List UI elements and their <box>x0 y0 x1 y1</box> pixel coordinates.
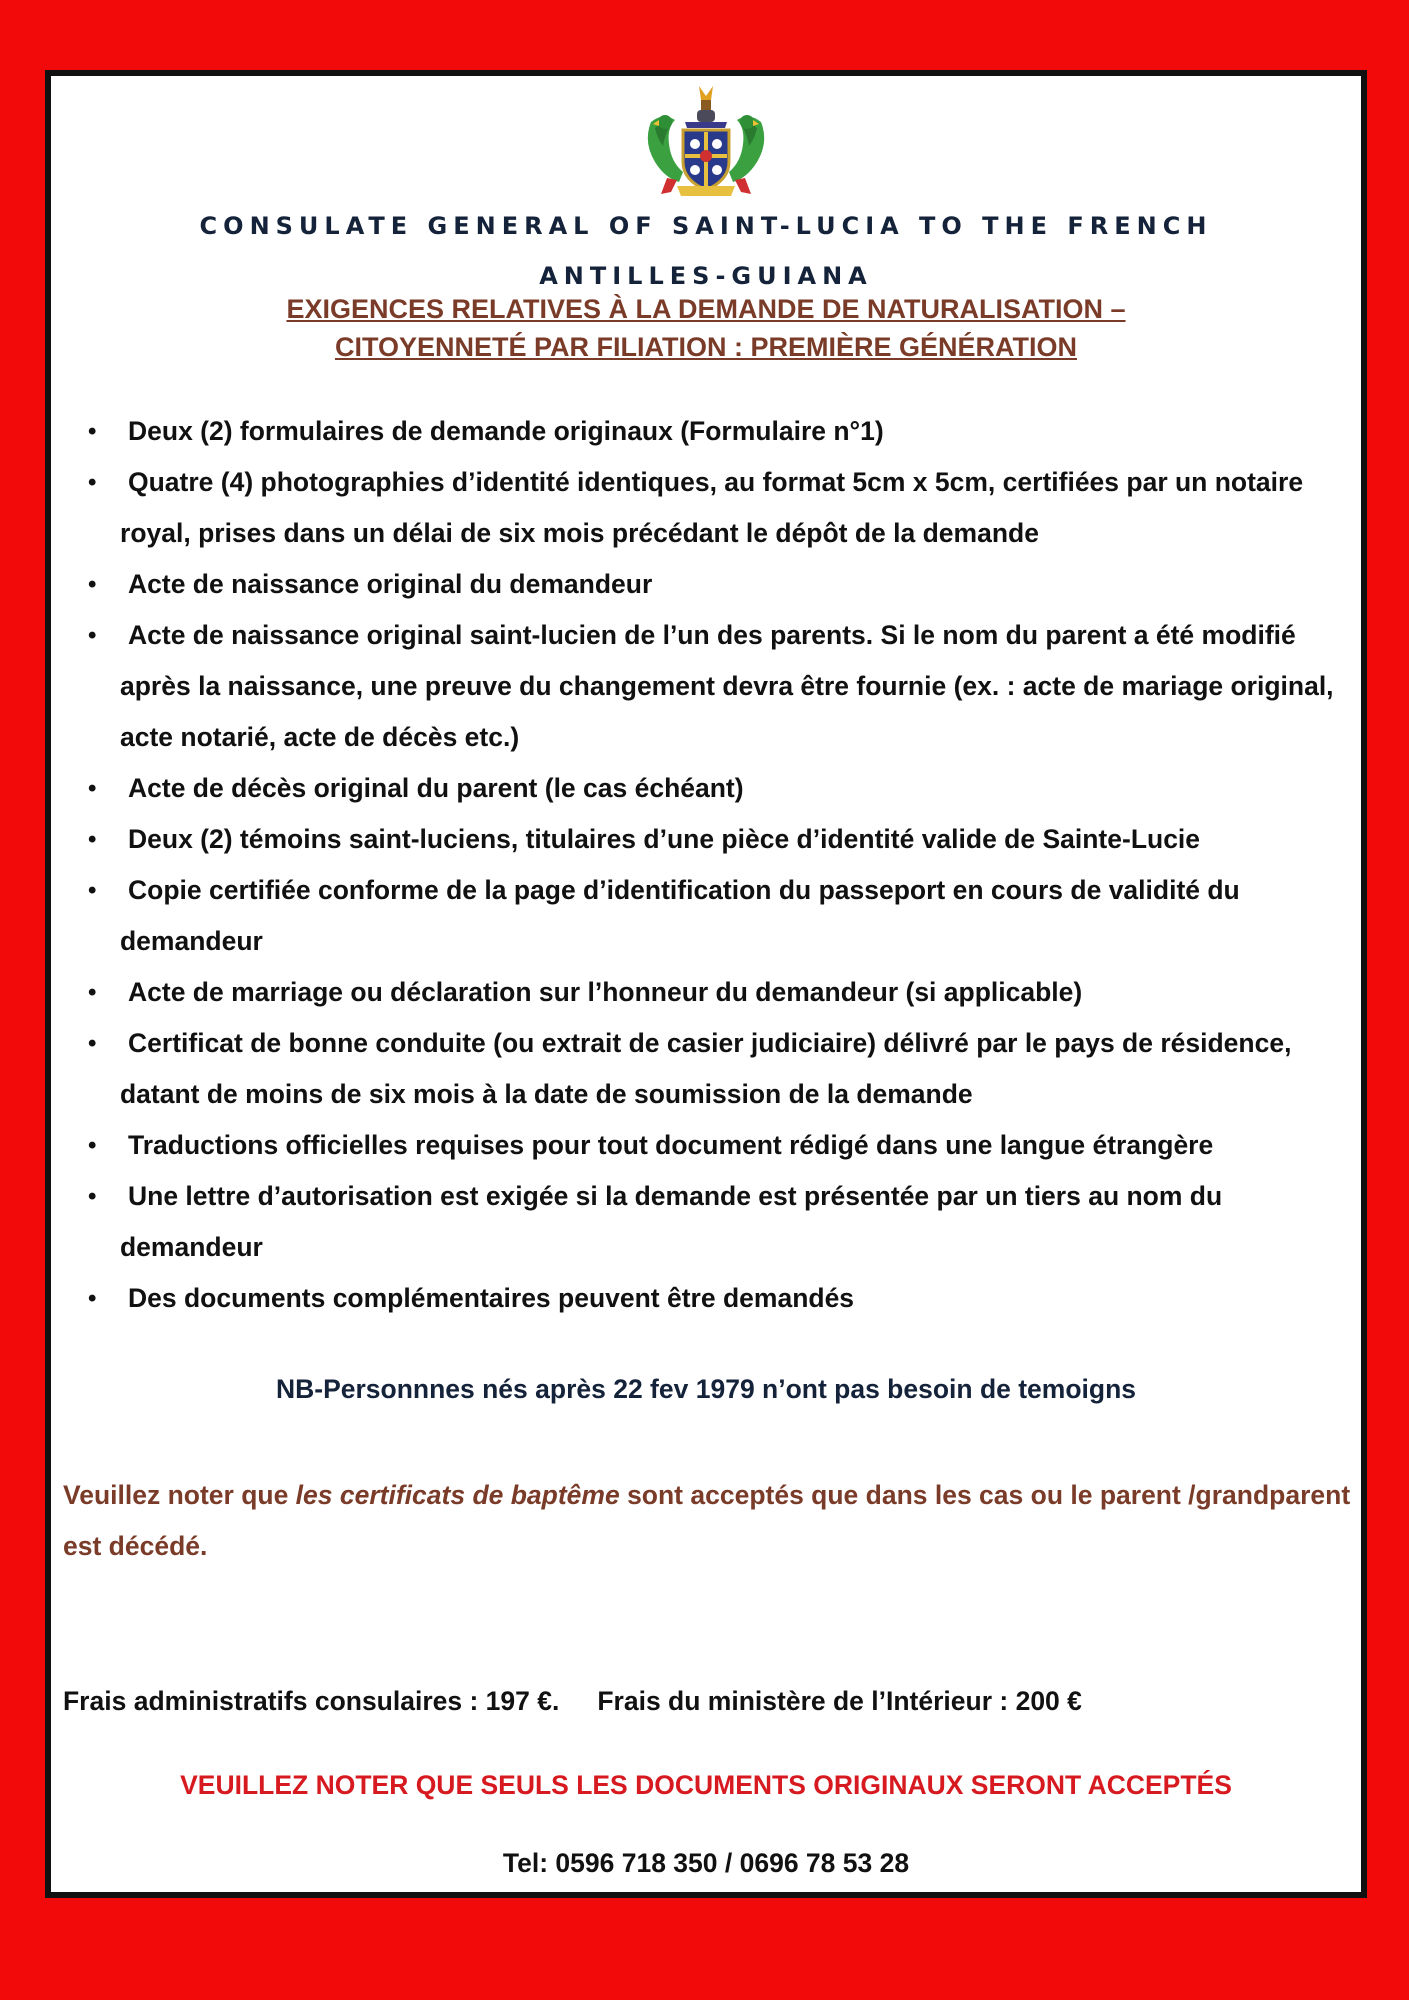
page-title-line2: CITOYENNETÉ PAR FILIATION : PREMIÈRE GÉNÉRATION <box>334 332 1078 362</box>
list-item: • Une lettre d’autorisation est exigée si la demande est présentée par un tiers au nom du demandeur <box>63 1171 1363 1273</box>
bullet-icon: • <box>88 1132 97 1159</box>
fees-line <box>63 1686 1082 1717</box>
page-title-line1: EXIGENCES RELATIVES À LA DEMANDE DE NATURALISATION – <box>286 294 1126 324</box>
bullet-icon: • <box>88 826 97 853</box>
list-item: • Acte de marriage ou déclaration sur l’honneur du demandeur (si applicable) <box>63 967 1363 1018</box>
bullet-icon: • <box>88 571 97 598</box>
notice-suffix: sont acceptés que dans les cas ou le parent /grandparent est décédé. <box>63 1480 1351 1561</box>
bullet-icon: • <box>88 469 97 496</box>
list-item: • Traductions officielles requises pour tout document rédigé dans une langue étrangère <box>63 1120 1363 1171</box>
list-item: • Quatre (4) photographies d’identité identiques, au format 5cm x 5cm, certifiées par un notaire royal, prises dans un délai de six mois précédant le dépôt de la demande <box>63 457 1363 559</box>
consulate-name-line2: ANTILLES-GUIANA <box>539 262 873 290</box>
list-item: • Deux (2) témoins saint-luciens, titulaires d’une pièce d’identité valide de Sainte-Lucie <box>63 814 1363 865</box>
requirements-list <box>63 406 1363 1324</box>
list-item: • Acte de décès original du parent (le cas échéant) <box>63 763 1363 814</box>
consular-fee: Frais administratifs consulaires : 197 €. <box>63 1686 560 1716</box>
list-item: • Copie certifiée conforme de la page d’identification du passeport en cours de validité du demandeur <box>63 865 1363 967</box>
bullet-icon: • <box>88 418 97 445</box>
bullet-icon: • <box>88 1030 97 1057</box>
list-item: • Certificat de bonne conduite (ou extrait de casier judiciaire) délivré par le pays de résidence, datant de moins de six mois à la date de soumission de la demande <box>63 1018 1363 1120</box>
notice-prefix: Veuillez noter que <box>63 1480 296 1510</box>
bullet-icon: • <box>88 1285 97 1312</box>
ministry-fee: Frais du ministère de l’Intérieur : 200 € <box>597 1686 1082 1716</box>
consulate-name-line1: CONSULATE GENERAL OF SAINT-LUCIA TO THE FRENCH <box>199 212 1213 240</box>
nb-note: NB-Personnnes nés après 22 fev 1979 n’ont pas besoin de temoigns <box>275 1374 1137 1404</box>
list-item: • Des documents complémentaires peuvent être demandés <box>63 1273 1363 1324</box>
list-item: • Deux (2) formulaires de demande originaux (Formulaire n°1) <box>63 406 1363 457</box>
notice-emphasis: les certificats de baptême <box>295 1480 620 1510</box>
document-sheet <box>45 70 1367 1898</box>
bullet-icon: • <box>88 1183 97 1210</box>
bullet-icon: • <box>88 775 97 802</box>
bullet-icon: • <box>88 622 97 649</box>
originals-warning: VEUILLEZ NOTER QUE SEULS LES DOCUMENTS ORIGINAUX SERONT ACCEPTÉS <box>180 1770 1232 1800</box>
list-item: • Acte de naissance original du demandeur <box>63 559 1363 610</box>
contact-phone: Tel: 0596 718 350 / 0696 78 53 28 <box>502 1848 910 1878</box>
baptism-notice <box>63 1470 1353 1572</box>
list-item: • Acte de naissance original saint-lucien de l’un des parents. Si le nom du parent a été modifié après la naissance, une preuve du changement devra être fournie (ex. : acte de mariage original, acte notarié, acte de décès etc.) <box>63 610 1363 763</box>
bullet-icon: • <box>88 979 97 1006</box>
page-title <box>51 290 1361 366</box>
coat-of-arms-icon <box>641 82 771 200</box>
bullet-icon: • <box>88 877 97 904</box>
